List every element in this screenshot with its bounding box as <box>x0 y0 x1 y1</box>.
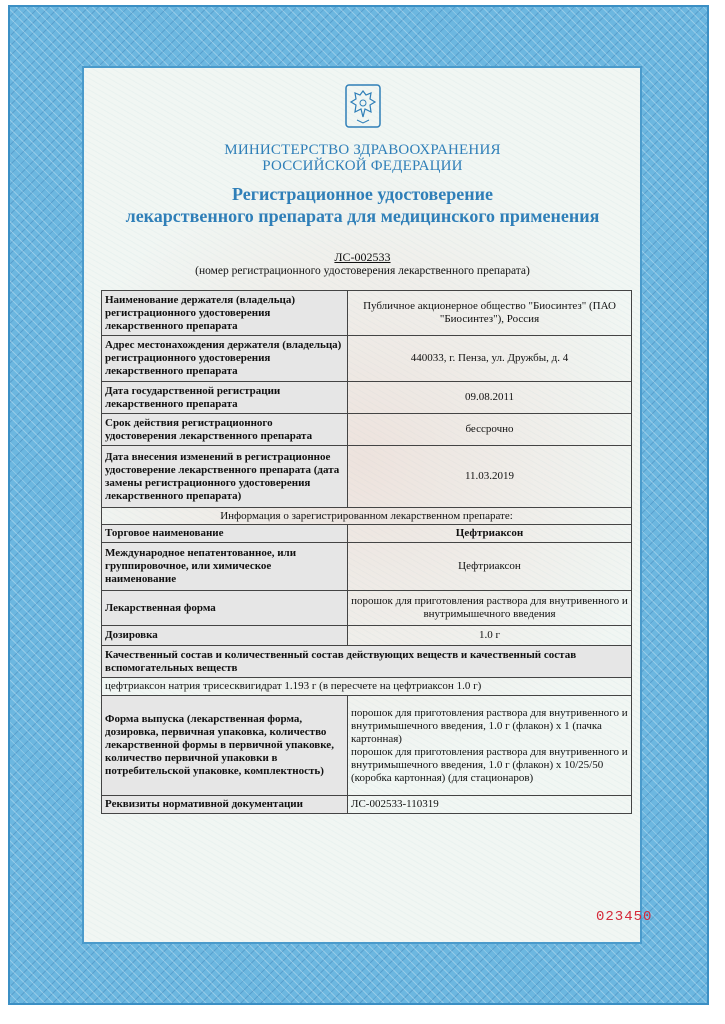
inn-value: Цефтриаксон <box>348 543 632 591</box>
table-row <box>102 696 632 796</box>
coat-of-arms-icon <box>343 82 383 130</box>
drug-section-title: Информация о зарегистрированном лекарственном препарате: <box>102 508 632 525</box>
holder-name-label: Наименование держателя (владельца) регистрационного удостоверения лекарственного препарата <box>102 291 348 336</box>
release-form-label: Форма выпуска (лекарственная форма, дозировка, первичная упаковка, количество лекарственной формы в первичной упаковке, количество первичной упаковки в потребительской упаковке, комплектность) <box>102 696 348 796</box>
table-row <box>102 591 632 626</box>
table-row <box>102 796 632 814</box>
certificate-title-line1: Регистрационное удостоверение <box>232 184 493 204</box>
table-row <box>102 508 632 525</box>
release-form-value-2: порошок для приготовления раствора для внутривенного и внутримышечного введения, 1.0 г (флакон) х 10/25/50 (коробка картонная) (для стационаров) <box>351 745 628 784</box>
table-row <box>102 382 632 414</box>
dosage-form-label: Лекарственная форма <box>102 591 348 626</box>
table-row <box>102 646 632 678</box>
table-row <box>102 336 632 382</box>
table-row <box>102 678 632 696</box>
composition-value: цефтриаксон натрия трисесквигидрат 1.193 г (в пересчете на цефтриаксон 1.0 г) <box>102 678 632 696</box>
ministry-name-line1: МИНИСТЕРСТВО ЗДРАВООХРАНЕНИЯ <box>224 142 501 158</box>
registration-number: ЛС-002533 <box>334 250 391 264</box>
registration-date-value: 09.08.2011 <box>348 382 632 414</box>
dosage-value: 1.0 г <box>348 626 632 646</box>
dosage-form-value: порошок для приготовления раствора для внутривенного и внутримышечного введения <box>348 591 632 626</box>
registration-number-caption: (номер регистрационного удостоверения лекарственного препарата) <box>195 265 530 277</box>
validity-value: бессрочно <box>348 414 632 446</box>
trade-name-value: Цефтриаксон <box>348 525 632 543</box>
registration-date-label: Дата государственной регистрации лекарственного препарата <box>102 382 348 414</box>
table-row <box>102 626 632 646</box>
table-row <box>102 446 632 508</box>
regulatory-docs-value: ЛС-002533-110319 <box>348 796 632 814</box>
certificate-title-line2: лекарственного препарата для медицинского применения <box>125 206 600 226</box>
inn-label: Международное непатентованное, или группировочное, или химическое наименование <box>102 543 348 591</box>
composition-label: Качественный состав и количественный состав действующих веществ и качественный состав вспомогательных веществ <box>102 646 632 678</box>
release-form-value-1: порошок для приготовления раствора для внутривенного и внутримышечного введения, 1.0 г (флакон) х 1 (пачка картонная) <box>351 706 628 745</box>
dosage-label: Дозировка <box>102 626 348 646</box>
validity-label: Срок действия регистрационного удостоверения лекарственного препарата <box>102 414 348 446</box>
table-row <box>102 525 632 543</box>
holder-address-value: 440033, г. Пенза, ул. Дружбы, д. 4 <box>348 336 632 382</box>
holder-address-label: Адрес местонахождения держателя (владельца) регистрационного удостоверения лекарственного препарата <box>102 336 348 382</box>
serial-number: 023450 <box>596 909 653 925</box>
table-row <box>102 291 632 336</box>
changes-date-label: Дата внесения изменений в регистрационное удостоверение лекарственного препарата (дата замены регистрационного удостоверения лекарственного препарата) <box>102 446 348 508</box>
holder-name-value: Публичное акционерное общество "Биосинтез" (ПАО "Биосинтез"), Россия <box>348 291 632 336</box>
release-form-value <box>348 696 632 796</box>
table-row <box>102 543 632 591</box>
changes-date-value: 11.03.2019 <box>348 446 632 508</box>
table-row <box>102 414 632 446</box>
certificate-table <box>101 290 632 814</box>
trade-name-label: Торговое наименование <box>102 525 348 543</box>
ministry-name-line2: РОССИЙСКОЙ ФЕДЕРАЦИИ <box>262 158 463 174</box>
regulatory-docs-label: Реквизиты нормативной документации <box>102 796 348 814</box>
